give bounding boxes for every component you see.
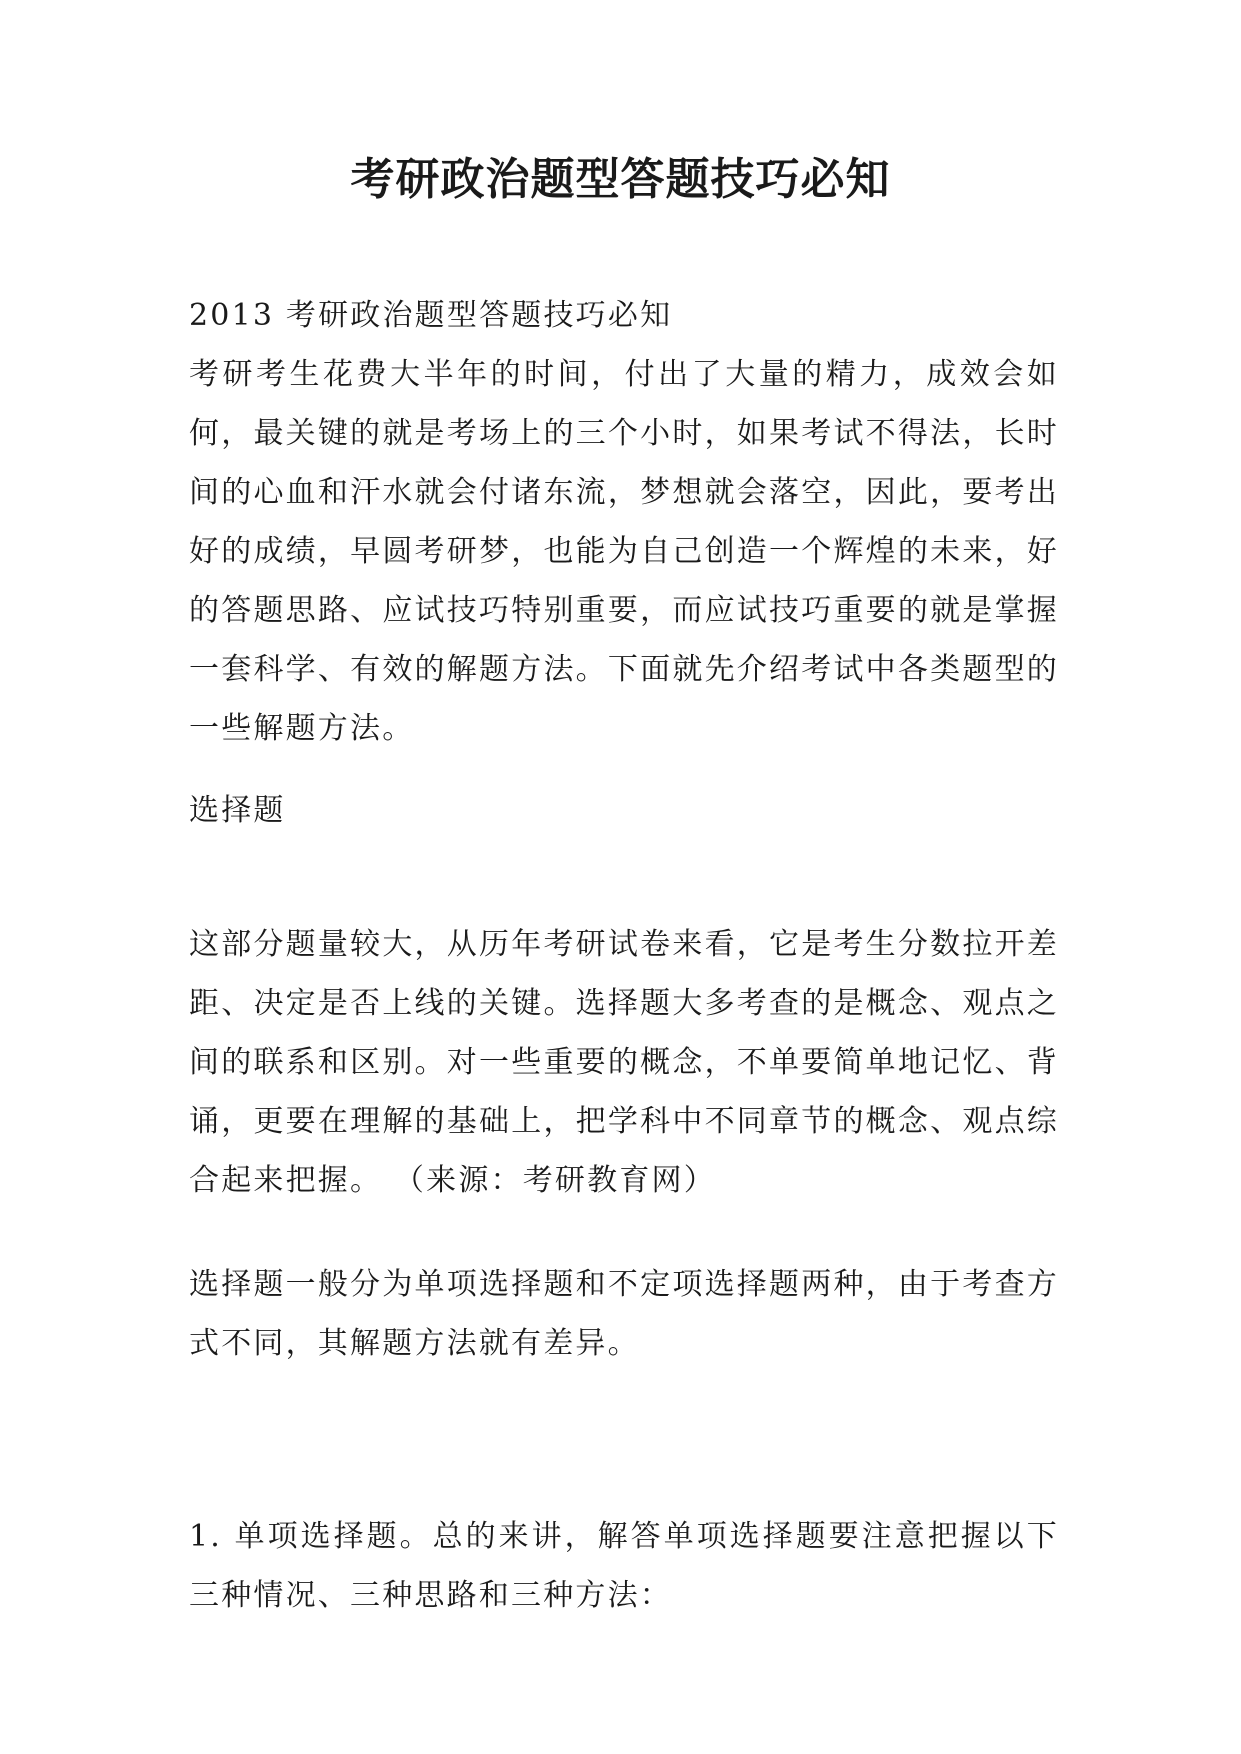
body-paragraph: 1. 单项选择题。总的来讲，解答单项选择题要注意把握以下三种情况、三种思路和三种方法： <box>189 1519 1059 1613</box>
body-paragraph: 这部分题量较大，从历年考研试卷来看，它是考生分数拉开差距、决定是否上线的关键。选择题大多考查的是概念、观点之间的联系和区别。对一些重要的概念，不单要简单地记忆、背诵，更要在理解的基础上，把学科中不同章节的概念、观点综合起来把握。 （来源：考研教育网） <box>189 927 1059 1198</box>
document-subtitle: 2013 考研政治题型答题技巧必知 <box>189 298 673 333</box>
intro-paragraph: 考研考生花费大半年的时间，付出了大量的精力，成效会如何，最关键的就是考场上的三个小时，如果考试不得法，长时间的心血和汗水就会付诸东流，梦想就会落空，因此，要考出好的成绩，早圆考研梦，也能为自己创造一个辉煌的未来，好的答题思路、应试技巧特别重要，而应试技巧重要的就是掌握一套科学、有效的解题方法。下面就先介绍考试中各类题型的一些解题方法。 <box>189 357 1059 746</box>
document-title: 考研政治题型答题技巧必知 <box>350 154 891 205</box>
section-heading: 选择题 <box>189 793 286 828</box>
body-paragraph: 选择题一般分为单项选择题和不定项选择题两种，由于考查方式不同，其解题方法就有差异。 <box>189 1267 1059 1361</box>
